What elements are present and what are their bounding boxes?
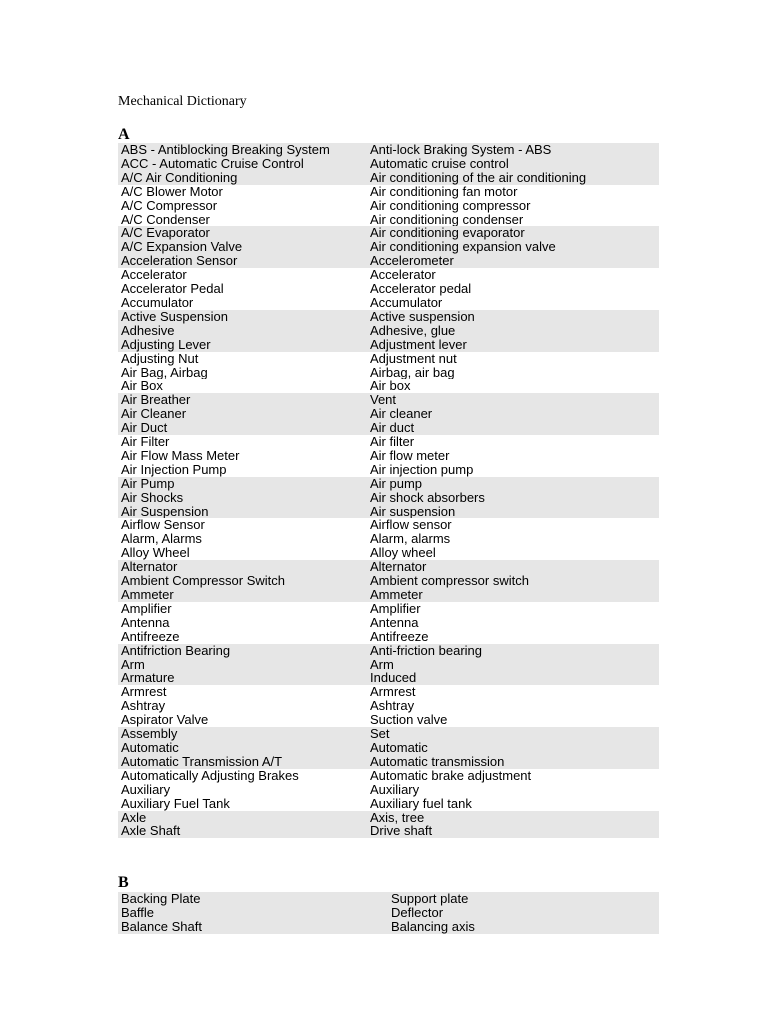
translation-cell: Air suspension xyxy=(367,505,659,519)
table-row xyxy=(118,296,659,310)
term-cell: Automatic xyxy=(118,741,367,755)
translation-cell: Automatic brake adjustment xyxy=(370,768,532,783)
translation-cell: Accelerator xyxy=(370,268,436,283)
translation-cell: Set xyxy=(367,727,659,741)
table-row xyxy=(118,518,659,532)
table-row xyxy=(118,310,659,324)
table-row xyxy=(118,268,659,282)
section-letter-b: B xyxy=(118,874,129,891)
translation-cell: Alarm, alarms xyxy=(370,532,451,547)
term-cell: Adjusting Nut xyxy=(121,351,199,366)
term-cell: A/C Blower Motor xyxy=(121,184,223,199)
table-row xyxy=(118,783,659,797)
translation-cell: Accelerometer xyxy=(367,254,659,268)
term-cell: ACC - Automatic Cruise Control xyxy=(118,157,367,171)
term-cell: A/C Expansion Valve xyxy=(118,240,367,254)
term-cell: Air Filter xyxy=(121,435,170,449)
term-cell: Ashtray xyxy=(121,699,166,714)
table-row xyxy=(118,491,659,505)
translation-cell: Airbag, air bag xyxy=(370,365,455,380)
translation-cell: Air conditioning of the air conditioning xyxy=(367,171,659,185)
term-cell: Axle Shaft xyxy=(118,824,367,838)
table-row xyxy=(118,157,659,171)
translation-cell: Auxiliary xyxy=(370,782,420,797)
translation-cell: Armrest xyxy=(370,685,416,700)
translation-cell: Ashtray xyxy=(370,699,415,714)
translation-cell: Airflow sensor xyxy=(370,518,452,533)
translation-cell: Automatic cruise control xyxy=(367,157,659,171)
term-cell: Auxiliary Fuel Tank xyxy=(121,796,230,811)
term-cell: Active Suspension xyxy=(118,310,367,324)
term-cell: Air Pump xyxy=(118,477,367,491)
translation-cell: Air conditioning compressor xyxy=(370,198,531,213)
table-row xyxy=(118,505,659,519)
term-cell: Assembly xyxy=(118,727,367,741)
term-cell: Ammeter xyxy=(118,588,367,602)
translation-cell: Air filter xyxy=(370,435,415,449)
term-cell: Ambient Compressor Switch xyxy=(118,574,367,588)
term-cell: Air Breather xyxy=(118,393,367,407)
term-cell: Armature xyxy=(118,671,367,685)
translation-cell: Adjustment lever xyxy=(367,338,659,352)
table-row xyxy=(118,546,659,560)
translation-cell: Ambient compressor switch xyxy=(367,574,659,588)
table-row xyxy=(118,616,659,630)
translation-cell: Anti-lock Braking System - ABS xyxy=(367,143,659,157)
table-row xyxy=(118,560,659,574)
term-cell: Accelerator Pedal xyxy=(121,282,224,296)
table-row xyxy=(118,755,659,769)
term-cell: Arm xyxy=(118,658,367,672)
translation-cell: Accelerator pedal xyxy=(370,282,472,296)
table-row xyxy=(118,658,659,672)
translation-cell: Air conditioning evaporator xyxy=(367,226,659,240)
term-cell: Air Duct xyxy=(118,421,367,435)
term-cell: Antifriction Bearing xyxy=(118,644,367,658)
translation-cell: Active suspension xyxy=(367,310,659,324)
translation-cell: Alloy wheel xyxy=(370,546,436,561)
term-cell: Antenna xyxy=(121,615,170,630)
table-row xyxy=(118,324,659,338)
translation-cell: Deflector xyxy=(388,906,659,920)
term-cell: Air Flow Mass Meter xyxy=(121,448,240,463)
table-row xyxy=(118,449,659,463)
term-cell: A/C Compressor xyxy=(121,198,218,213)
translation-cell: Air injection pump xyxy=(370,462,474,477)
translation-cell: Axis, tree xyxy=(367,811,659,825)
translation-cell: Support plate xyxy=(388,892,659,906)
translation-cell: Accumulator xyxy=(370,295,443,310)
table-row xyxy=(118,213,659,227)
translation-cell: Ammeter xyxy=(367,588,659,602)
table-row xyxy=(118,797,659,811)
dictionary-table-a xyxy=(118,143,659,838)
translation-cell: Vent xyxy=(367,393,659,407)
table-row xyxy=(118,727,659,741)
translation-cell: Antifreeze xyxy=(370,629,429,644)
term-cell: A/C Condenser xyxy=(121,212,210,227)
table-row xyxy=(118,254,659,268)
term-cell: Antifreeze xyxy=(121,629,180,644)
term-cell: A/C Evaporator xyxy=(118,226,367,240)
term-cell: Aspirator Valve xyxy=(121,713,209,728)
table-row xyxy=(118,199,659,213)
table-row xyxy=(118,366,659,380)
table-row xyxy=(118,421,659,435)
term-cell: Automatic Transmission A/T xyxy=(118,755,367,769)
term-cell: Accelerator xyxy=(121,268,187,283)
table-row xyxy=(118,435,659,449)
table-row xyxy=(118,824,659,838)
term-cell: Axle xyxy=(118,811,367,825)
term-cell: Baffle xyxy=(118,906,388,920)
table-row xyxy=(118,226,659,240)
term-cell: Balance Shaft xyxy=(118,920,388,934)
table-row xyxy=(118,588,659,602)
section-letter-a: A xyxy=(118,126,130,143)
translation-cell: Balancing axis xyxy=(388,920,659,934)
table-row xyxy=(118,699,659,713)
translation-cell: Induced xyxy=(367,671,659,685)
term-cell: Air Bag, Airbag xyxy=(121,365,208,380)
table-row xyxy=(118,532,659,546)
table-row xyxy=(118,171,659,185)
translation-cell: Alternator xyxy=(367,560,659,574)
table-row xyxy=(118,379,659,393)
table-row xyxy=(118,769,659,783)
table-row xyxy=(118,811,659,825)
term-cell: A/C Air Conditioning xyxy=(118,171,367,185)
table-row xyxy=(118,602,659,616)
term-cell: Adhesive xyxy=(118,324,367,338)
term-cell: Accumulator xyxy=(121,295,194,310)
translation-cell: Air conditioning expansion valve xyxy=(367,240,659,254)
table-row xyxy=(118,644,659,658)
table-row xyxy=(118,185,659,199)
table-row xyxy=(118,393,659,407)
translation-cell: Air conditioning fan motor xyxy=(370,184,518,199)
term-cell: Airflow Sensor xyxy=(121,518,205,533)
term-cell: Automatically Adjusting Brakes xyxy=(121,768,299,783)
table-row xyxy=(118,282,659,296)
translation-cell: Air box xyxy=(370,379,411,394)
translation-cell: Anti-friction bearing xyxy=(367,644,659,658)
translation-cell: Drive shaft xyxy=(367,824,659,838)
term-cell: Adjusting Lever xyxy=(118,338,367,352)
dictionary-table-b xyxy=(118,892,659,934)
table-row xyxy=(118,463,659,477)
translation-cell: Air duct xyxy=(367,421,659,435)
term-cell: Alloy Wheel xyxy=(121,546,190,561)
term-cell: Alternator xyxy=(118,560,367,574)
table-row xyxy=(118,338,659,352)
table-row xyxy=(118,240,659,254)
term-cell: Air Suspension xyxy=(118,505,367,519)
translation-cell: Adhesive, glue xyxy=(367,324,659,338)
table-row xyxy=(118,630,659,644)
translation-cell: Air cleaner xyxy=(367,407,659,421)
term-cell: Air Shocks xyxy=(118,491,367,505)
table-row xyxy=(118,352,659,366)
term-cell: Armrest xyxy=(121,685,167,700)
term-cell: Backing Plate xyxy=(118,892,388,906)
term-cell: Air Box xyxy=(121,379,163,394)
table-row xyxy=(118,143,659,157)
translation-cell: Automatic transmission xyxy=(367,755,659,769)
translation-cell: Automatic xyxy=(367,741,659,755)
term-cell: Auxiliary xyxy=(121,782,171,797)
term-cell: Alarm, Alarms xyxy=(121,532,202,547)
term-cell: Air Injection Pump xyxy=(121,462,227,477)
translation-cell: Adjustment nut xyxy=(370,351,457,366)
table-row xyxy=(118,713,659,727)
table-row xyxy=(118,906,659,920)
table-row xyxy=(118,892,659,906)
page-title: Mechanical Dictionary xyxy=(118,94,247,109)
table-row xyxy=(118,685,659,699)
table-row xyxy=(118,407,659,421)
translation-cell: Air flow meter xyxy=(370,448,450,463)
term-cell: Amplifier xyxy=(121,601,172,616)
translation-cell: Antenna xyxy=(370,615,419,630)
translation-cell: Auxiliary fuel tank xyxy=(370,796,472,811)
term-cell: ABS - Antiblocking Breaking System xyxy=(118,143,367,157)
table-row xyxy=(118,671,659,685)
translation-cell: Arm xyxy=(367,658,659,672)
translation-cell: Air shock absorbers xyxy=(367,491,659,505)
table-row xyxy=(118,574,659,588)
table-row xyxy=(118,920,659,934)
translation-cell: Suction valve xyxy=(370,713,448,728)
table-row xyxy=(118,741,659,755)
term-cell: Air Cleaner xyxy=(118,407,367,421)
translation-cell: Amplifier xyxy=(370,601,421,616)
term-cell: Acceleration Sensor xyxy=(118,254,367,268)
table-row xyxy=(118,477,659,491)
translation-cell: Air conditioning condenser xyxy=(370,212,524,227)
translation-cell: Air pump xyxy=(367,477,659,491)
